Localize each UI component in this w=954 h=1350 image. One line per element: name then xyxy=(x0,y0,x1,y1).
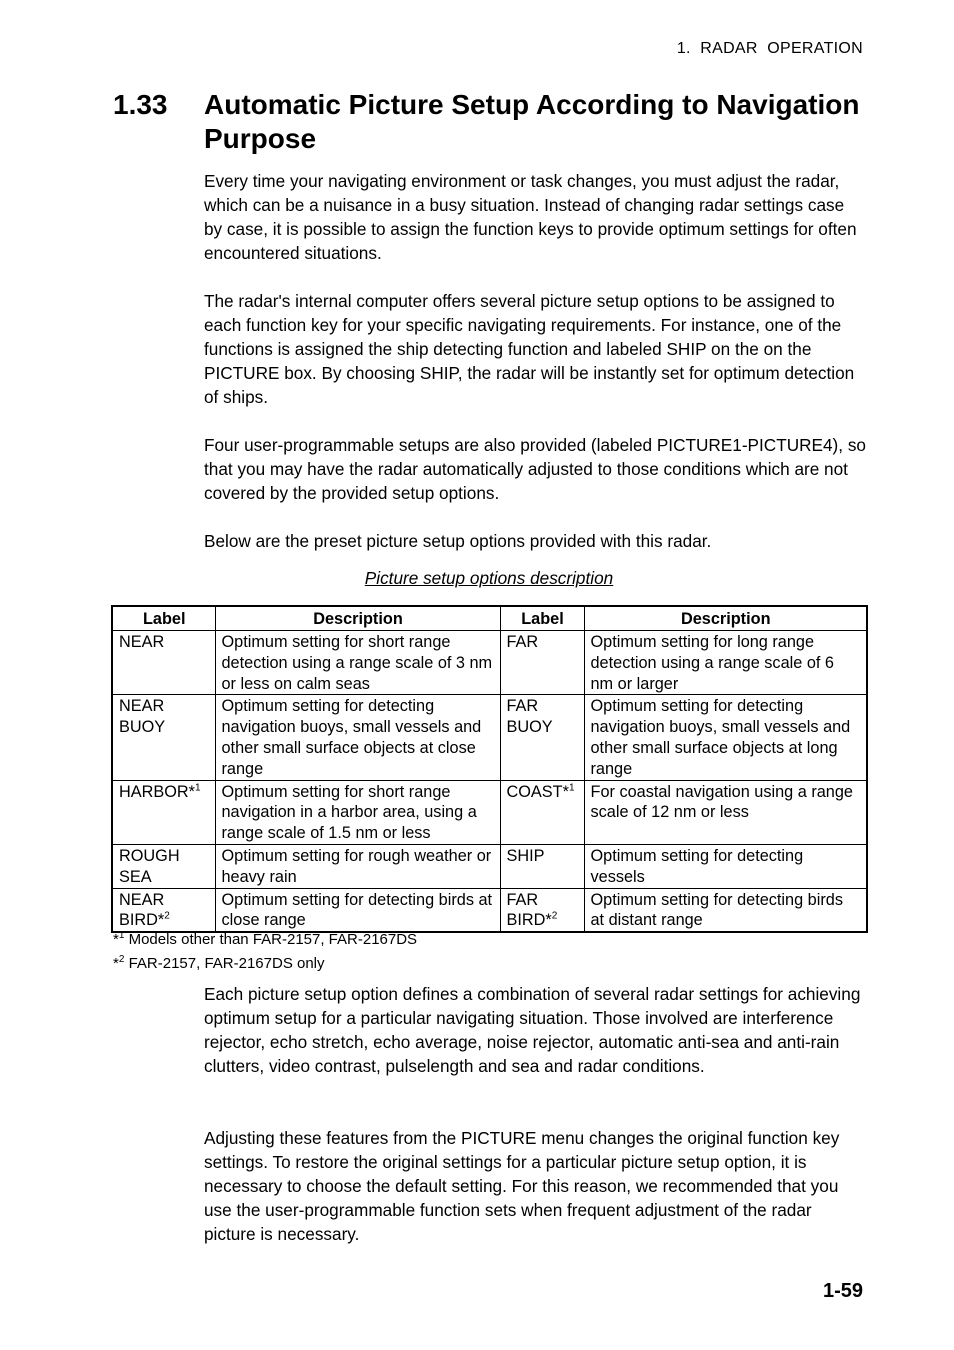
option-description: For coastal navigation using a range scale of 12 nm or less xyxy=(584,780,867,844)
option-description: Optimum setting for detecting navigation buoys, small vessels and other small surface objects at close range xyxy=(215,695,500,780)
option-label: FAR BUOY xyxy=(506,697,553,737)
footnote xyxy=(113,954,325,974)
footnote-ref: 2 xyxy=(164,910,170,922)
table-header-row xyxy=(112,606,867,631)
option-label-cell xyxy=(112,695,215,780)
restore-settings-paragraph: Adjusting these features from the PICTURE menu changes the original function key settings. To restore the original settings for a particular picture setup option, it is necessary to choose the default setting. For this reason, we recommended that you use the user-programmable function sets when frequent adjustment of the radar picture is necessary. xyxy=(204,1128,840,1244)
option-description: Optimum setting for short range detection using a range scale of 3 nm or less on calm seas xyxy=(215,631,500,695)
table-row xyxy=(112,631,867,695)
section-title: Automatic Picture Setup According to Navigation Purpose xyxy=(204,89,860,154)
option-label: SHIP xyxy=(506,846,545,865)
picture-setup-table xyxy=(111,605,868,933)
footnote-number: 1 xyxy=(118,930,125,941)
option-label: ROUGH SEA xyxy=(119,846,180,886)
option-label-cell xyxy=(112,888,215,932)
user-setups-paragraph: Four user-programmable setups are also provided (labeled PICTURE1-PICTURE4), so that you may have the radar automatically adjusted to those conditions which are not covered by the provided setup options. xyxy=(204,435,866,503)
footnote xyxy=(113,930,417,950)
intro-paragraph: Every time your navigating environment or task changes, you must adjust the radar, which can be a nuisance in a busy situation. Instead of changing radar settings case by case, it is possible to assign the function keys to provide optimum settings for often encountered situations. xyxy=(204,171,857,263)
table-row xyxy=(112,844,867,888)
option-label-cell xyxy=(500,631,584,695)
option-label-cell xyxy=(500,780,584,844)
option-label-cell xyxy=(500,888,584,932)
option-label: COAST* xyxy=(506,782,569,801)
option-label: FAR BIRD* xyxy=(506,890,552,930)
footnote-ref: 1 xyxy=(568,782,575,794)
option-description: Optimum setting for detecting navigation buoys, small vessels and other small surface objects at long range xyxy=(584,695,867,780)
option-description: Optimum setting for short range navigation in a harbor area, using a range scale of 1.5 nm or less xyxy=(215,780,500,844)
column-header-label: Label xyxy=(500,606,584,631)
footnote-ref: 2 xyxy=(551,910,558,922)
option-description: Optimum setting for detecting birds at distant range xyxy=(584,888,867,932)
column-header-label: Label xyxy=(112,606,215,631)
preset-options-paragraph: Below are the preset picture setup options provided with this radar. xyxy=(204,531,712,551)
footnote-mark: * xyxy=(113,931,119,948)
option-label-cell xyxy=(112,631,215,695)
footnote-mark: * xyxy=(113,955,119,972)
footnote-text: FAR-2157, FAR-2167DS only xyxy=(124,955,325,972)
computer-options-paragraph: The radar's internal computer offers several picture setup options to be assigned to each function key for your specific navigating requirements. For instance, one of the functions is assigned the ship detecting function and labeled SHIP on the on the PICTURE box. By choosing SHIP, the radar will be instantly set for optimum detection of ships. xyxy=(204,291,855,407)
table-row xyxy=(112,780,867,844)
footnote-text: Models other than FAR-2157, FAR-2167DS xyxy=(124,931,418,948)
table-caption: Picture setup options description xyxy=(364,568,614,588)
column-header-description: Description xyxy=(584,606,867,631)
column-header-description: Description xyxy=(215,606,500,631)
option-label: NEAR BIRD* xyxy=(119,890,165,930)
option-label: FAR xyxy=(506,633,539,651)
option-label-cell xyxy=(112,844,215,888)
option-label: NEAR xyxy=(119,633,165,651)
option-description: Optimum setting for detecting vessels xyxy=(584,844,867,888)
option-label-cell xyxy=(500,695,584,780)
running-header: 1. RADAR OPERATION xyxy=(676,40,863,57)
option-description: Optimum setting for long range detection using a range scale of 6 nm or larger xyxy=(584,631,867,695)
settings-combination-paragraph: Each picture setup option defines a combination of several radar settings for achieving optimum setup for a particular navigating situation. Those involved are interference rejector, echo stretch, echo average, noise rejector, automatic anti-sea and anti-rain clutters, video contrast, pulselength and sea and radar conditions. xyxy=(204,984,861,1076)
table-row xyxy=(112,888,867,932)
footnote-number: 2 xyxy=(118,954,125,965)
footnote-ref: 1 xyxy=(195,782,201,794)
option-label-cell xyxy=(112,780,215,844)
option-label: NEAR BUOY xyxy=(119,697,166,737)
table-row xyxy=(112,695,867,780)
option-label: HARBOR* xyxy=(119,782,195,801)
section-number: 1.33 xyxy=(113,89,168,120)
option-description: Optimum setting for detecting birds at close range xyxy=(215,888,500,932)
option-label-cell xyxy=(500,844,584,888)
option-description: Optimum setting for rough weather or heavy rain xyxy=(215,844,500,888)
page-number: 1-59 xyxy=(822,1280,863,1302)
